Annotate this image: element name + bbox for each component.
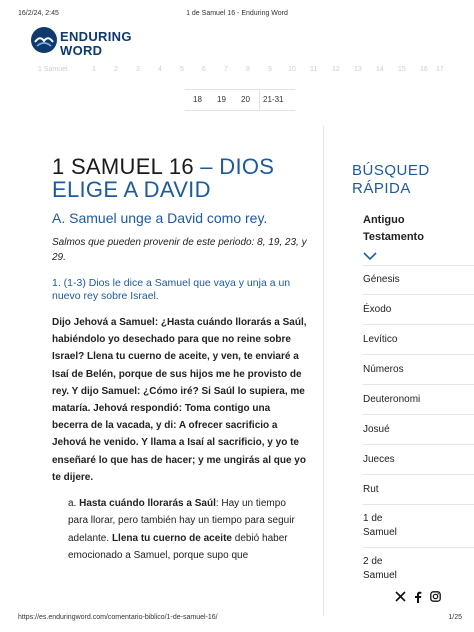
- book-link-josue[interactable]: Josué: [363, 415, 474, 445]
- commentary-paragraph: [68, 495, 308, 565]
- book-link-2-samuel-line1: 2 de: [363, 556, 383, 567]
- facebook-icon: [414, 591, 422, 603]
- quick-search-title-line2: RÁPIDA: [352, 180, 411, 197]
- psalms-note: Salmos que pueden provenir de este periodo: 8, 19, 23, y 29.: [52, 237, 307, 263]
- chapter-pagination: [185, 89, 295, 111]
- page-url[interactable]: https://es.enduringword.com/comentario-biblico/1-de-samuel-16/: [18, 614, 218, 621]
- chapter-link[interactable]: 7: [224, 66, 228, 73]
- instagram-share[interactable]: [430, 591, 441, 605]
- facebook-share[interactable]: [414, 591, 422, 605]
- book-link-rut[interactable]: Rut: [363, 475, 474, 505]
- article: [52, 155, 308, 565]
- chapter-link[interactable]: 1: [92, 66, 96, 73]
- chapter-link[interactable]: 9: [268, 66, 272, 73]
- scripture-passage: Dijo Jehová a Samuel: ¿Hasta cuándo llorarás a Saúl, habiéndolo yo desechado para que no reine sobre Israel? Llena tu cuerno de aceite, y ven, te enviaré a Isaí de Belén, porque de sus hijos me he provisto de rey. Y dijo Samuel: ¿Cómo iré? Si Saúl lo supiera, me mataría. Jehová respondió: Toma contigo una becerra de la vacada, y di: A ofrecer sacrificio a Jehová he venido. Y llama a Isaí al sacrificio, y yo te enseñaré lo que has de hacer; y me ungirás al que yo te dijere.: [52, 317, 307, 483]
- book-link-2-samuel-line2: Samuel: [363, 570, 397, 581]
- chapter-link[interactable]: 4: [158, 66, 162, 73]
- chapter-link[interactable]: 15: [398, 66, 406, 73]
- page-title-main: 1 SAMUEL 16: [52, 154, 194, 179]
- commentary-text-1: : Hay un tiempo para llorar, pero también hay un tiempo para seguir adelante.: [68, 498, 295, 544]
- book-link-exodo[interactable]: Éxodo: [363, 295, 474, 325]
- old-testament-label-line2: Testamento: [363, 231, 424, 243]
- chapter-link[interactable]: 2: [114, 66, 118, 73]
- chapter-link[interactable]: 5: [180, 66, 184, 73]
- book-link-deuteronomio[interactable]: Deuteronomi: [363, 385, 474, 415]
- chevron-down-icon[interactable]: [363, 252, 377, 260]
- book-link-numeros[interactable]: Números: [363, 355, 474, 385]
- subsection-heading: 1. (1-3) Dios le dice a Samuel que vaya y unja a un nuevo rey sobre Israel.: [52, 277, 291, 302]
- chapter-link-20[interactable]: 20: [241, 95, 250, 104]
- chapter-link[interactable]: 14: [376, 66, 384, 73]
- chapter-link[interactable]: 10: [288, 66, 296, 73]
- book-link-jueces[interactable]: Jueces: [363, 445, 474, 475]
- chapter-link[interactable]: 11: [310, 66, 318, 73]
- chapter-strip: [26, 62, 446, 78]
- logo-text-line1: ENDURING: [60, 29, 132, 44]
- chapter-strip-label[interactable]: 1 Samuel: [38, 66, 68, 73]
- chapter-link[interactable]: 17: [436, 66, 444, 73]
- commentary-prefix: a.: [68, 498, 80, 510]
- x-icon: [395, 591, 406, 602]
- commentary-bold-1: Hasta cuándo llorarás a Saúl: [79, 498, 216, 510]
- site-logo[interactable]: [30, 26, 130, 58]
- section-heading: A. Samuel unge a David como rey.: [52, 210, 268, 226]
- book-link-1-samuel[interactable]: [363, 505, 474, 548]
- chapter-link[interactable]: 8: [246, 66, 250, 73]
- pagination-divider: [259, 90, 260, 110]
- chapter-link[interactable]: 12: [332, 66, 340, 73]
- chapter-link[interactable]: 6: [202, 66, 206, 73]
- commentary-text-2: debió haber emocionado a Samuel, porque supo que: [68, 532, 288, 562]
- book-link-2-samuel[interactable]: [363, 548, 474, 583]
- print-footer: [0, 614, 474, 632]
- book-link-1-samuel-line2: Samuel: [363, 527, 397, 538]
- print-date: 16/2/24, 2:45: [18, 10, 59, 17]
- x-share[interactable]: [395, 591, 406, 605]
- chapter-link[interactable]: 3: [136, 66, 140, 73]
- logo-text-line2: WORD: [60, 43, 103, 58]
- print-header: [0, 0, 474, 18]
- old-testament-label-line1: Antiguo: [363, 214, 405, 226]
- quick-search-title: [352, 162, 474, 198]
- chapter-link[interactable]: 13: [354, 66, 362, 73]
- book-link-genesis[interactable]: Génesis: [363, 266, 474, 295]
- instagram-icon: [430, 591, 441, 602]
- chapter-link[interactable]: 16: [420, 66, 428, 73]
- commentary-bold-2: Llena tu cuerno de aceite: [111, 532, 232, 544]
- sidebar-divider: [323, 126, 324, 616]
- page-count: 1/25: [448, 614, 462, 621]
- chapter-link-19[interactable]: 19: [217, 95, 226, 104]
- logo-icon: [30, 26, 58, 54]
- quick-search-sidebar: [352, 162, 474, 583]
- page-title: [52, 155, 308, 201]
- print-title: 1 de Samuel 16 - Enduring Word: [186, 10, 288, 17]
- page-title-accent: – DIOS ELIGE A DAVID: [52, 154, 275, 202]
- book-link-1-samuel-line1: 1 de: [363, 513, 383, 524]
- chapter-link-18[interactable]: 18: [193, 95, 202, 104]
- chapter-link-21-31[interactable]: 21-31: [263, 95, 284, 104]
- old-testament-toggle[interactable]: [352, 212, 474, 246]
- book-link-levitico[interactable]: Levítico: [363, 325, 474, 355]
- quick-search-title-line1: BÚSQUED: [352, 162, 430, 179]
